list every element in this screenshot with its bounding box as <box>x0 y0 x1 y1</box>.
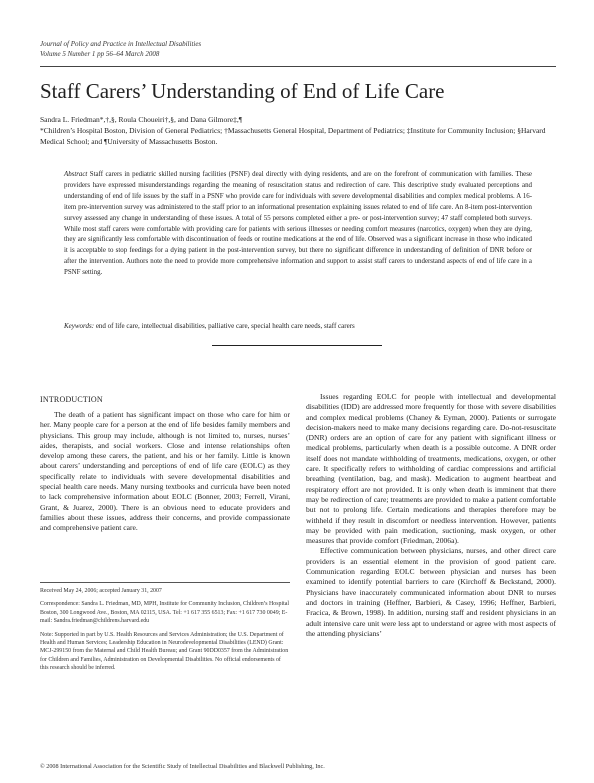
right-column <box>306 392 556 639</box>
abstract-text: Staff carers in pediatric skilled nursing facilities (PSNF) deal directly with dying residents, and are on the forefront of communication with families. These providers have expressed misunderstandings regarding the meaning of resuscitation status and redirection of care. This descriptive study evaluated perceptions and understanding of end of life issues by the staff in a PSNF who provide care for individuals with severe developmental disabilities and complex medical problems. A 16-item pre-intervention survey was administered to the staff prior to an informational presentation explaining issues related to end of life care. An 8-item post-intervention survey assessed any change in understanding of these issues. A total of 55 persons completed either a pre- or post-intervention survey; 47 staff completed both surveys. While most staff carers were comfortable with providing care for patients with serious illnesses or needing comfort measures (narcotics, oxygen) when they are dying, they are significantly less comfortable with discontinuation of feeds or routine medications at the end of life. Observed was a significant increase in those who indicated it is acceptable to stop feedings for a dying patient in the post-intervention survey, but there no significant difference in understanding of definition of DNR before or after the intervention. Authors note the need to provide more comprehensive information and support to assist staff carers to understand aspects of end of life care in a PSNF setting. <box>64 171 532 277</box>
affiliations: *Children’s Hospital Boston, Division of General Pediatrics; †Massachusetts General Hospital, Department of Pediatrics; ‡Institute for Community Inclusion; §Harvard Medical School; and ¶University of Massachusetts Boston. <box>40 126 546 146</box>
footnote-rule <box>40 582 290 583</box>
correspondence-note: Correspondence: Sandra L. Friedman, MD, MPH, Institute for Community Inclusion, Children’s Hospital Boston, 300 Longwood Ave., Boston, MA 02115, USA. Tel: +1 617 355 6513; Fax: +1 617 730 0049; E-mail: Sandra.friedman@childrens.harvard.edu <box>40 601 290 625</box>
journal-name: Journal of Policy and Practice in Intellectual Disabilities <box>40 40 202 48</box>
abstract <box>64 170 532 279</box>
article-title: Staff Carers’ Understanding of End of Life Care <box>40 79 445 103</box>
received-note: Received May 24, 2006; accepted January 31, 2007 <box>40 588 162 594</box>
keywords-label: Keywords: <box>64 322 95 330</box>
author-list: Sandra L. Friedman*,†,§, Roula Choueiri†,§, and Dana Gilmore‡,¶ <box>40 115 243 124</box>
body-paragraph-eolc-issues: Issues regarding EOLC for people with intellectual and developmental disabilities (IDD) are addressed more frequently for those with severe disabilities and complex medical problems (Chaney & Eyman, 2000). Patients or surrogate decision-makers need to make many decisions regarding care. Do-not-resuscitate (DNR) orders are an option of care for any patient with significant illness or medical problems, particularly when death is a possible outcome. A DNR order itself does not mandate withholding of treatments, medications, oxygen, or other care. It specifically refers to withholding of cardiac compressions and artificial breathing (ventilation, bag, and mask). Medication to augment heartbeat and respiratory effort are not provided. It is only when death is imminent that there may be redirection of care; treatments are provided to make a patient comfortable but not to prolong life. Certain medications and therapies therefore may be withheld if they result in discomfort or needless intervention. However, patients may be provided with pain medication, suctioning, mask oxygen, or other measures that provide comfort (Friedman, 2006a). <box>306 392 556 546</box>
journal-issue: Volume 5 Number 1 pp 56–64 March 2008 <box>40 49 160 58</box>
keywords <box>64 322 534 330</box>
abstract-divider <box>212 345 382 346</box>
abstract-label: Abstract <box>64 171 88 178</box>
support-note: Note: Supported in part by U.S. Health Resources and Services Administration; the U.S. Department of Health and Human Services; Leadership Education in Neurodevelopmental Disabilities (LEND) Grant: MCJ-299150 from the Maternal and Child Health Bureau; and Grant 90DD0357 from the Administration for Children and Families, Administration on Developmental Disabilities. No official endorsements of this research should be inferred. <box>40 631 289 672</box>
body-paragraph-communication: Effective communication between physicians, nurses, and other direct care providers is an essential element in the provision of good patient care. Communication regarding EOLC between physician and nurses has been examined to identify potential barriers to care (Kirchoff & Beckstand, 2000). Physicians have inaccurately communicated information about DNR to nurses and doctors in training (Heffner, Barbieri, & Casey, 1996; Heffner, Barbieri, Fracica, & Brown, 1998). In addition, nursing staff and resident physicians in an adult intensive care unit were less apt to understand or agree with most aspects of the attending physicians’ <box>306 546 556 638</box>
header-rule <box>40 66 556 67</box>
article-notes <box>40 587 290 678</box>
keywords-text: end of life care, intellectual disabilities, palliative care, special health care needs, staff carers <box>95 322 355 330</box>
journal-header <box>40 40 201 59</box>
body-paragraph-intro: The death of a patient has significant impact on those who care for him or her. Many people care for a person at the end of life besides family members and physicians. This group may include, although is not limited to, nurses, nurses’ aides, therapists, and social workers. Close and intense relationships often develop among these carers, the patient, and his or her family. Little is known about carers’ understanding and perceptions of end of life care (EOLC) as they specifically relate to individuals with severe developmental disabilities and special health care needs. Many nursing textbooks and curricula have been noted to lack comprehensive information about EOLC (Bonner, 2003; Ferrell, Virani, Grant, & Juarez, 2000). There is an obvious need to educate providers and families about these issues, address their concerns, and provide compassionate and comprehensive patient care. <box>40 410 290 533</box>
copyright: © 2008 International Association for the Scientific Study of Intellectual Disabilities and Blackwell Publishing, Inc. <box>40 763 325 770</box>
section-heading-introduction: INTRODUCTION <box>40 395 103 404</box>
